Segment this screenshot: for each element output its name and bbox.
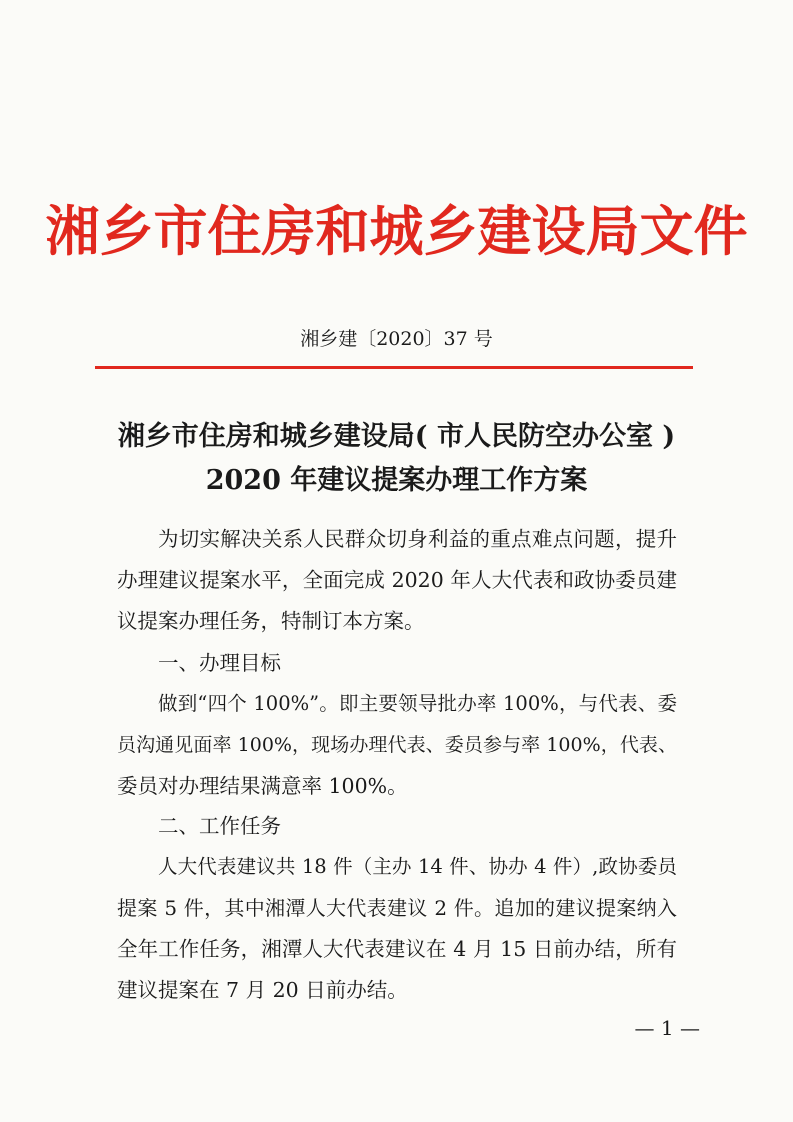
intro-paragraph-line: 为切实解决关系人民群众切身利益的重点难点问题，提升 <box>158 527 677 551</box>
page-number: — 1 — <box>634 1016 700 1040</box>
intro-paragraph-line: 办理建议提案水平，全面完成 2020 年人大代表和政协委员建 <box>117 568 677 592</box>
section-2-paragraph-line: 全年工作任务，湘潭人大代表建议在 4 月 15 日前办结，所有 <box>117 937 677 961</box>
document-title-line-1: 湘乡市住房和城乡建设局( 市人民防空办公室 ) <box>117 421 676 452</box>
document-title-line-2: 2020 年建议提案办理工作方案 <box>205 465 588 496</box>
section-2-paragraph-line: 建议提案在 7 月 20 日前办结。 <box>117 978 408 1002</box>
section-1-heading: 一、办理目标 <box>158 651 281 675</box>
section-1-paragraph-line: 员沟通见面率 100%，现场办理代表、委员参与率 100%，代表、 <box>117 734 677 756</box>
section-1-paragraph-line: 委员对办理结果满意率 100%。 <box>117 774 408 798</box>
section-2-heading: 二、工作任务 <box>158 814 281 838</box>
section-2-paragraph-line: 提案 5 件，其中湘潭人大代表建议 2 件。追加的建议提案纳入 <box>117 896 677 920</box>
issuing-authority-header: 湘乡市住房和城乡建设局文件 <box>45 200 748 263</box>
section-1-paragraph-line: 做到“四个 100%”。即主要领导批办率 100%，与代表、委 <box>158 692 677 715</box>
document-number: 湘乡建〔2020〕37 号 <box>300 328 493 350</box>
section-2-paragraph-line: 人大代表建议共 18 件（主办 14 件、协办 4 件）,政协委员 <box>158 855 677 878</box>
red-separator-rule <box>95 366 693 369</box>
intro-paragraph-line: 议提案办理任务，特制订本方案。 <box>117 609 425 633</box>
